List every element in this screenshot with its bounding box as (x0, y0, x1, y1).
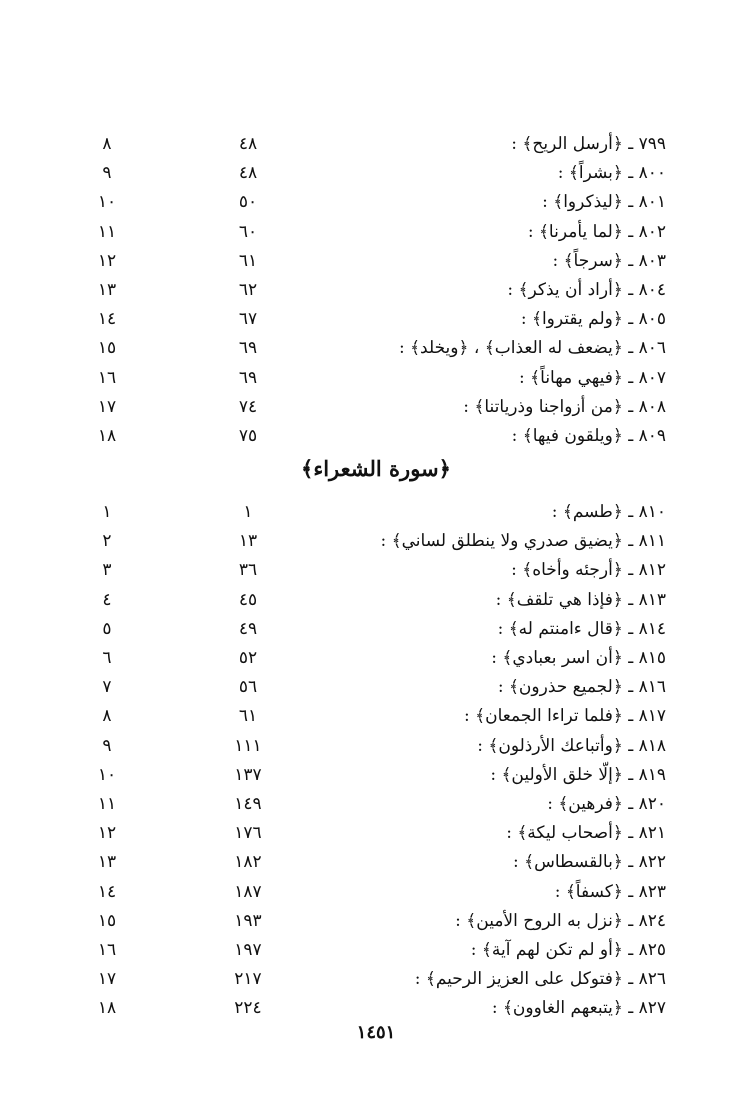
index-row (0, 936, 752, 964)
entry-reference: ٨٠٣ ـ ﴿سرجاً﴾ : (552, 250, 666, 271)
entry-reference: ٨٢٧ ـ ﴿يتبعهم الغاوون﴾ : (491, 998, 666, 1019)
entry-reference: ٨٢٠ ـ ﴿فرهين﴾ : (547, 794, 666, 814)
sequence-number: ١٢ (97, 823, 117, 844)
sequence-number: ١٢ (97, 250, 117, 271)
ayah-number: ٦٢ (238, 280, 258, 300)
index-row (0, 556, 752, 584)
ayah-number: ٥٦ (238, 677, 258, 698)
entry-reference: ٨٠٠ ـ ﴿بشراً﴾ : (557, 163, 666, 184)
entry-reference: ٨٢٥ ـ ﴿أو لم تكن لهم آية﴾ : (470, 940, 666, 960)
entry-reference: ٨١١ ـ ﴿يضيق صدري ولا ينطلق لساني﴾ : (380, 531, 666, 552)
ayah-number: ٣٦ (238, 560, 258, 581)
ayah-number: ٦٩ (238, 338, 258, 359)
entry-reference: ٨٢١ ـ ﴿أصحاب ليكة﴾ : (506, 823, 666, 844)
sequence-number: ٨ (102, 134, 112, 154)
ayah-number: ٧٥ (238, 426, 258, 446)
ayah-number: ٦٩ (238, 367, 258, 388)
sequence-number: ٤ (102, 589, 112, 610)
entry-reference: ٨٢٦ ـ ﴿فتوكل على العزيز الرحيم﴾ : (414, 969, 666, 990)
ayah-number: ٢٢٤ (234, 998, 262, 1019)
ayah-number: ١٧٦ (234, 823, 262, 844)
ayah-number: ٤٨ (238, 134, 258, 154)
sequence-number: ٧ (102, 677, 112, 698)
sequence-number: ١٣ (97, 280, 117, 300)
sequence-number: ١٣ (97, 852, 117, 873)
index-row (0, 130, 752, 158)
index-row (0, 498, 752, 526)
entry-reference: ٨١٩ ـ ﴿إلّا خلق الأولين﴾ : (490, 764, 666, 785)
ayah-number: ٥٠ (238, 192, 258, 213)
index-row (0, 422, 752, 450)
index-row (0, 159, 752, 187)
sequence-number: ١ (102, 502, 112, 522)
entry-reference: ٨٠٢ ـ ﴿لما يأمرنا﴾ : (527, 221, 666, 242)
ayah-number: ٥٢ (238, 648, 258, 668)
sequence-number: ١٧ (97, 396, 117, 417)
index-row (0, 673, 752, 701)
sequence-number: ١٦ (97, 940, 117, 960)
index-row (0, 218, 752, 246)
index-row (0, 907, 752, 935)
entry-reference: ٨٢٢ ـ ﴿بالقسطاس﴾ : (513, 852, 666, 873)
sequence-number: ١٥ (97, 910, 117, 931)
index-row (0, 188, 752, 216)
entry-reference: ٨١٤ ـ ﴿قال ءامنتم له﴾ : (497, 618, 666, 639)
index-row (0, 615, 752, 643)
sequence-number: ١٥ (97, 338, 117, 359)
ayah-number: ١٣٧ (234, 764, 262, 785)
ayah-number: ٦١ (238, 250, 258, 271)
sequence-number: ٢ (102, 531, 112, 552)
sequence-number: ١١ (97, 794, 117, 814)
sequence-number: ١١ (97, 221, 117, 242)
index-row (0, 732, 752, 760)
index-row (0, 527, 752, 555)
sequence-number: ٩ (102, 735, 112, 756)
entry-reference: ٨٠٧ ـ ﴿فيهي مهاناً﴾ : (519, 367, 666, 388)
sequence-number: ٥ (102, 618, 112, 639)
entry-reference: ٨٠٩ ـ ﴿ويلقون فيها﴾ : (511, 426, 666, 446)
sequence-number: ١٠ (97, 764, 117, 785)
sequence-number: ١٨ (97, 426, 117, 446)
ayah-number: ١٩٧ (234, 940, 262, 960)
page-number: ١٤٥١ (356, 1022, 396, 1043)
entry-reference: ٨١٧ ـ ﴿فلما تراءا الجمعان﴾ : (464, 706, 666, 727)
index-row (0, 878, 752, 906)
sequence-number: ٨ (102, 706, 112, 727)
ayah-number: ٦١ (238, 706, 258, 727)
entry-reference: ٨١٨ ـ ﴿وأتباعك الأرذلون﴾ : (477, 735, 666, 756)
ayah-number: ١٤٩ (234, 794, 262, 814)
entry-reference: ٨٠٦ ـ ﴿يضعف له العذاب﴾ ، ﴿ويخلد﴾ : (398, 338, 666, 359)
entry-reference: ٨٠٥ ـ ﴿ولم يقتروا﴾ : (520, 309, 666, 330)
sequence-number: ١٦ (97, 367, 117, 388)
index-row (0, 761, 752, 789)
entry-reference: ٨١٢ ـ ﴿أرجئه وأخاه﴾ : (511, 560, 666, 581)
index-row (0, 965, 752, 993)
index-row (0, 305, 752, 333)
index-row (0, 702, 752, 730)
surah-title: ﴿سورة الشعراء﴾ (301, 456, 451, 481)
index-row (0, 393, 752, 421)
entry-reference: ٨١٥ ـ ﴿أن اسر بعبادي﴾ : (491, 648, 666, 668)
index-row (0, 276, 752, 304)
entry-reference: ٨٠٤ ـ ﴿أراد أن يذكر﴾ : (507, 280, 666, 300)
entry-reference: ٨٠٨ ـ ﴿من أزواجنا وذرياتنا﴾ : (463, 396, 666, 417)
entry-reference: ٨٠١ ـ ﴿ليذكروا﴾ : (542, 192, 666, 213)
ayah-number: ٤٨ (238, 163, 258, 184)
ayah-number: ١ (243, 502, 253, 522)
sequence-number: ١٤ (97, 309, 117, 330)
ayah-number: ٦٠ (238, 221, 258, 242)
sequence-number: ١٠ (97, 192, 117, 213)
ayah-number: ٤٥ (238, 589, 258, 610)
index-row (0, 247, 752, 275)
ayah-number: ٧٤ (238, 396, 258, 417)
index-row (0, 644, 752, 672)
ayah-number: ١٨٧ (234, 881, 262, 902)
ayah-number: ٦٧ (238, 309, 258, 330)
entry-reference: ٨٢٣ ـ ﴿كسفاً﴾ : (554, 881, 666, 902)
ayah-number: ١٣ (238, 531, 258, 552)
entry-reference: ٨٢٤ ـ ﴿نزل به الروح الأمين﴾ : (455, 910, 666, 931)
ayah-number: ١٩٣ (234, 910, 262, 931)
entry-reference: ٨١٦ ـ ﴿لجميع حذرون﴾ : (497, 677, 666, 698)
index-row (0, 586, 752, 614)
sequence-number: ٣ (102, 560, 112, 581)
sequence-number: ١٤ (97, 881, 117, 902)
index-row (0, 848, 752, 876)
sequence-number: ١٨ (97, 998, 117, 1019)
sequence-number: ٩ (102, 163, 112, 184)
entry-reference: ٨١٣ ـ ﴿فإذا هي تلقف﴾ : (495, 589, 666, 610)
entry-reference: ٧٩٩ ـ ﴿أرسل الريح﴾ : (511, 134, 666, 154)
ayah-number: ٢١٧ (234, 969, 262, 990)
ayah-number: ١١١ (234, 735, 262, 756)
ayah-number: ٤٩ (238, 618, 258, 639)
index-row (0, 819, 752, 847)
index-row (0, 334, 752, 362)
sequence-number: ١٧ (97, 969, 117, 990)
sequence-number: ٦ (102, 648, 112, 668)
index-row (0, 994, 752, 1022)
entry-reference: ٨١٠ ـ ﴿طسم﴾ : (551, 502, 666, 522)
index-row (0, 790, 752, 818)
index-row (0, 364, 752, 392)
ayah-number: ١٨٢ (234, 852, 262, 873)
